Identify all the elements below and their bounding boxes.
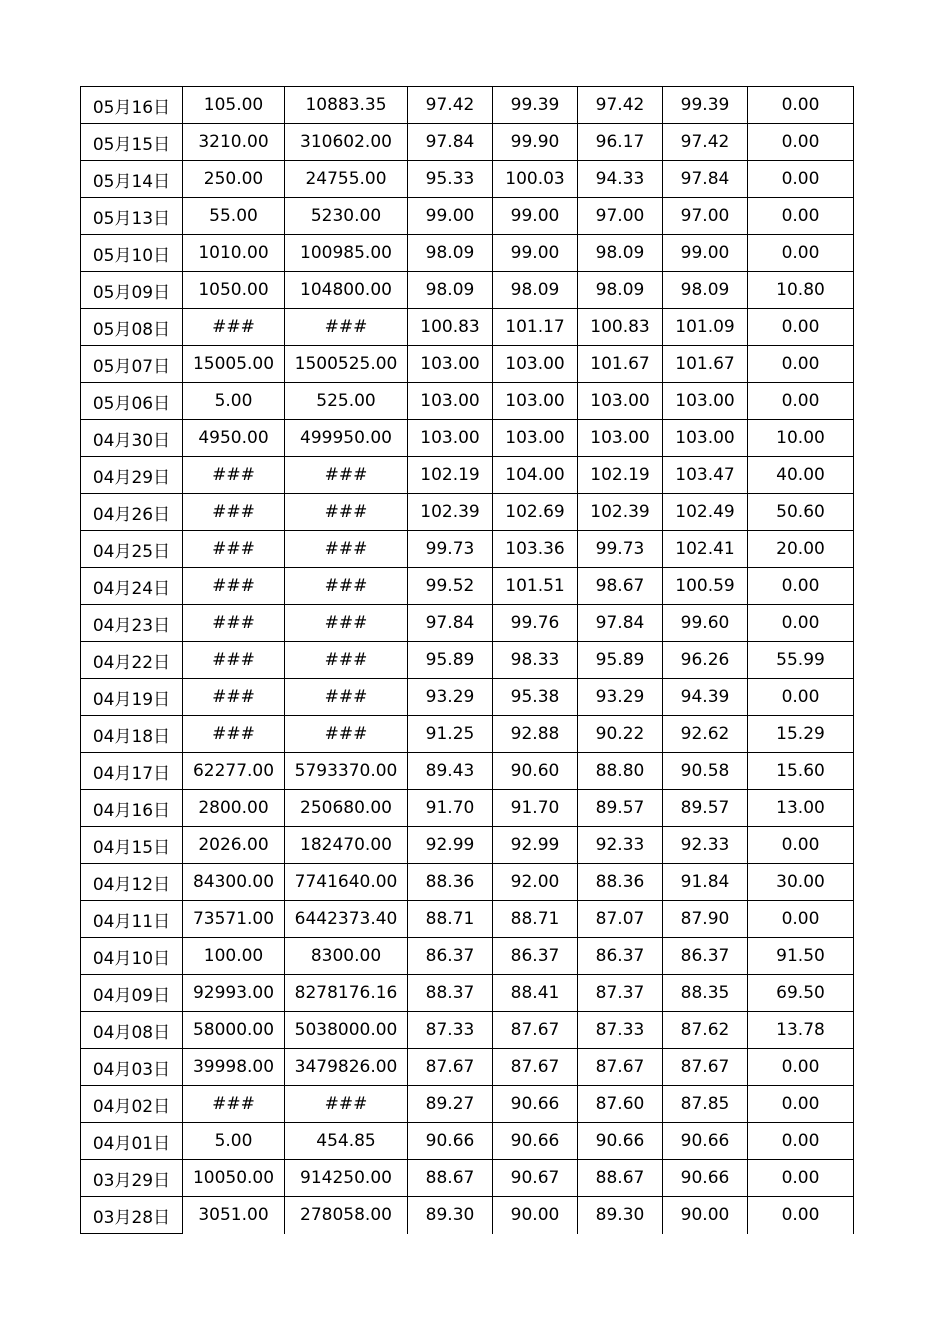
date-cell: 04月24日 xyxy=(81,568,183,605)
amount-cell: 182470.00 xyxy=(285,827,408,864)
date-cell: 04月22日 xyxy=(81,642,183,679)
close-cell: 103.00 xyxy=(663,420,748,457)
open-cell: 99.52 xyxy=(408,568,493,605)
low-cell: 88.36 xyxy=(578,864,663,901)
change-cell: 0.00 xyxy=(748,87,854,124)
volume-cell: ### xyxy=(183,309,285,346)
close-cell: 103.47 xyxy=(663,457,748,494)
table-row xyxy=(81,901,854,938)
volume-cell: ### xyxy=(183,642,285,679)
change-cell: 0.00 xyxy=(748,383,854,420)
volume-cell: 2026.00 xyxy=(183,827,285,864)
amount-cell: 5038000.00 xyxy=(285,1012,408,1049)
close-cell: 101.67 xyxy=(663,346,748,383)
amount-cell: ### xyxy=(285,679,408,716)
low-cell: 102.39 xyxy=(578,494,663,531)
high-cell: 92.00 xyxy=(493,864,578,901)
open-cell: 86.37 xyxy=(408,938,493,975)
table-row xyxy=(81,568,854,605)
date-cell: 04月29日 xyxy=(81,457,183,494)
volume-cell: 3210.00 xyxy=(183,124,285,161)
change-cell: 30.00 xyxy=(748,864,854,901)
change-cell: 20.00 xyxy=(748,531,854,568)
date-cell: 04月03日 xyxy=(81,1049,183,1086)
high-cell: 104.00 xyxy=(493,457,578,494)
low-cell: 97.84 xyxy=(578,605,663,642)
open-cell: 92.99 xyxy=(408,827,493,864)
close-cell: 92.62 xyxy=(663,716,748,753)
volume-cell: ### xyxy=(183,494,285,531)
amount-cell: 499950.00 xyxy=(285,420,408,457)
amount-cell: ### xyxy=(285,494,408,531)
low-cell: 92.33 xyxy=(578,827,663,864)
date-cell: 04月11日 xyxy=(81,901,183,938)
open-cell: 91.25 xyxy=(408,716,493,753)
close-cell: 87.90 xyxy=(663,901,748,938)
close-cell: 87.67 xyxy=(663,1049,748,1086)
table-row xyxy=(81,679,854,716)
change-cell: 15.60 xyxy=(748,753,854,790)
close-cell: 97.00 xyxy=(663,198,748,235)
date-cell: 04月08日 xyxy=(81,1012,183,1049)
low-cell: 88.67 xyxy=(578,1160,663,1197)
table-row xyxy=(81,346,854,383)
table-row xyxy=(81,494,854,531)
amount-cell: 24755.00 xyxy=(285,161,408,198)
close-cell: 99.39 xyxy=(663,87,748,124)
volume-cell: 92993.00 xyxy=(183,975,285,1012)
close-cell: 86.37 xyxy=(663,938,748,975)
table-row xyxy=(81,1197,854,1234)
low-cell: 90.66 xyxy=(578,1123,663,1160)
table-row xyxy=(81,753,854,790)
open-cell: 95.33 xyxy=(408,161,493,198)
high-cell: 90.66 xyxy=(493,1123,578,1160)
low-cell: 87.67 xyxy=(578,1049,663,1086)
volume-cell: 4950.00 xyxy=(183,420,285,457)
high-cell: 90.67 xyxy=(493,1160,578,1197)
close-cell: 89.57 xyxy=(663,790,748,827)
low-cell: 94.33 xyxy=(578,161,663,198)
date-cell: 04月17日 xyxy=(81,753,183,790)
close-cell: 99.00 xyxy=(663,235,748,272)
open-cell: 103.00 xyxy=(408,383,493,420)
close-cell: 92.33 xyxy=(663,827,748,864)
amount-cell: 3479826.00 xyxy=(285,1049,408,1086)
open-cell: 97.84 xyxy=(408,605,493,642)
open-cell: 87.67 xyxy=(408,1049,493,1086)
amount-cell: ### xyxy=(285,1086,408,1123)
amount-cell: ### xyxy=(285,568,408,605)
low-cell: 87.60 xyxy=(578,1086,663,1123)
high-cell: 91.70 xyxy=(493,790,578,827)
amount-cell: 250680.00 xyxy=(285,790,408,827)
close-cell: 97.84 xyxy=(663,161,748,198)
high-cell: 90.60 xyxy=(493,753,578,790)
date-cell: 04月23日 xyxy=(81,605,183,642)
table-row xyxy=(81,1123,854,1160)
amount-cell: 454.85 xyxy=(285,1123,408,1160)
change-cell: 0.00 xyxy=(748,198,854,235)
table-row xyxy=(81,235,854,272)
high-cell: 92.99 xyxy=(493,827,578,864)
high-cell: 88.71 xyxy=(493,901,578,938)
low-cell: 103.00 xyxy=(578,383,663,420)
change-cell: 13.78 xyxy=(748,1012,854,1049)
high-cell: 99.76 xyxy=(493,605,578,642)
change-cell: 0.00 xyxy=(748,1123,854,1160)
close-cell: 90.66 xyxy=(663,1123,748,1160)
amount-cell: 5230.00 xyxy=(285,198,408,235)
open-cell: 98.09 xyxy=(408,235,493,272)
low-cell: 100.83 xyxy=(578,309,663,346)
change-cell: 0.00 xyxy=(748,346,854,383)
close-cell: 98.09 xyxy=(663,272,748,309)
low-cell: 97.42 xyxy=(578,87,663,124)
high-cell: 98.33 xyxy=(493,642,578,679)
date-cell: 05月13日 xyxy=(81,198,183,235)
volume-cell: 1050.00 xyxy=(183,272,285,309)
table-row xyxy=(81,272,854,309)
low-cell: 98.09 xyxy=(578,235,663,272)
change-cell: 0.00 xyxy=(748,1086,854,1123)
volume-cell: 84300.00 xyxy=(183,864,285,901)
low-cell: 98.67 xyxy=(578,568,663,605)
volume-cell: ### xyxy=(183,531,285,568)
amount-cell: ### xyxy=(285,716,408,753)
table-row xyxy=(81,198,854,235)
open-cell: 89.30 xyxy=(408,1197,493,1234)
amount-cell: 5793370.00 xyxy=(285,753,408,790)
table-row xyxy=(81,790,854,827)
open-cell: 97.42 xyxy=(408,87,493,124)
table-row xyxy=(81,161,854,198)
low-cell: 98.09 xyxy=(578,272,663,309)
open-cell: 93.29 xyxy=(408,679,493,716)
date-cell: 05月08日 xyxy=(81,309,183,346)
date-cell: 04月02日 xyxy=(81,1086,183,1123)
amount-cell: 10883.35 xyxy=(285,87,408,124)
high-cell: 100.03 xyxy=(493,161,578,198)
high-cell: 99.39 xyxy=(493,87,578,124)
high-cell: 98.09 xyxy=(493,272,578,309)
volume-cell: 105.00 xyxy=(183,87,285,124)
table-row xyxy=(81,531,854,568)
volume-cell: 1010.00 xyxy=(183,235,285,272)
table-row xyxy=(81,457,854,494)
change-cell: 0.00 xyxy=(748,605,854,642)
close-cell: 87.62 xyxy=(663,1012,748,1049)
open-cell: 89.43 xyxy=(408,753,493,790)
amount-cell: 525.00 xyxy=(285,383,408,420)
low-cell: 89.57 xyxy=(578,790,663,827)
close-cell: 102.41 xyxy=(663,531,748,568)
open-cell: 88.36 xyxy=(408,864,493,901)
volume-cell: 62277.00 xyxy=(183,753,285,790)
low-cell: 87.33 xyxy=(578,1012,663,1049)
open-cell: 103.00 xyxy=(408,420,493,457)
close-cell: 88.35 xyxy=(663,975,748,1012)
amount-cell: ### xyxy=(285,642,408,679)
date-cell: 04月26日 xyxy=(81,494,183,531)
date-cell: 05月07日 xyxy=(81,346,183,383)
volume-cell: 55.00 xyxy=(183,198,285,235)
open-cell: 87.33 xyxy=(408,1012,493,1049)
table-row xyxy=(81,87,854,124)
amount-cell: ### xyxy=(285,531,408,568)
volume-cell: 100.00 xyxy=(183,938,285,975)
amount-cell: 914250.00 xyxy=(285,1160,408,1197)
open-cell: 89.27 xyxy=(408,1086,493,1123)
open-cell: 91.70 xyxy=(408,790,493,827)
amount-cell: 310602.00 xyxy=(285,124,408,161)
volume-cell: ### xyxy=(183,716,285,753)
volume-cell: ### xyxy=(183,1086,285,1123)
change-cell: 15.29 xyxy=(748,716,854,753)
change-cell: 0.00 xyxy=(748,124,854,161)
volume-cell: ### xyxy=(183,679,285,716)
table-row xyxy=(81,975,854,1012)
high-cell: 92.88 xyxy=(493,716,578,753)
change-cell: 0.00 xyxy=(748,1197,854,1234)
high-cell: 86.37 xyxy=(493,938,578,975)
change-cell: 91.50 xyxy=(748,938,854,975)
date-cell: 04月10日 xyxy=(81,938,183,975)
volume-cell: 10050.00 xyxy=(183,1160,285,1197)
date-cell: 03月28日 xyxy=(81,1197,183,1234)
change-cell: 0.00 xyxy=(748,161,854,198)
open-cell: 100.83 xyxy=(408,309,493,346)
open-cell: 99.73 xyxy=(408,531,493,568)
volume-cell: 15005.00 xyxy=(183,346,285,383)
high-cell: 88.41 xyxy=(493,975,578,1012)
date-cell: 04月25日 xyxy=(81,531,183,568)
change-cell: 13.00 xyxy=(748,790,854,827)
low-cell: 103.00 xyxy=(578,420,663,457)
table-row xyxy=(81,1086,854,1123)
date-cell: 04月01日 xyxy=(81,1123,183,1160)
close-cell: 101.09 xyxy=(663,309,748,346)
change-cell: 0.00 xyxy=(748,568,854,605)
table-row xyxy=(81,309,854,346)
open-cell: 99.00 xyxy=(408,198,493,235)
change-cell: 40.00 xyxy=(748,457,854,494)
high-cell: 87.67 xyxy=(493,1012,578,1049)
table-row xyxy=(81,642,854,679)
date-cell: 05月14日 xyxy=(81,161,183,198)
change-cell: 0.00 xyxy=(748,901,854,938)
close-cell: 90.66 xyxy=(663,1160,748,1197)
open-cell: 90.66 xyxy=(408,1123,493,1160)
change-cell: 0.00 xyxy=(748,827,854,864)
volume-cell: 39998.00 xyxy=(183,1049,285,1086)
volume-cell: 5.00 xyxy=(183,1123,285,1160)
change-cell: 69.50 xyxy=(748,975,854,1012)
low-cell: 96.17 xyxy=(578,124,663,161)
high-cell: 99.00 xyxy=(493,198,578,235)
table-row xyxy=(81,124,854,161)
date-cell: 03月29日 xyxy=(81,1160,183,1197)
open-cell: 88.71 xyxy=(408,901,493,938)
amount-cell: ### xyxy=(285,309,408,346)
date-cell: 05月10日 xyxy=(81,235,183,272)
table-row xyxy=(81,605,854,642)
date-cell: 05月06日 xyxy=(81,383,183,420)
close-cell: 100.59 xyxy=(663,568,748,605)
low-cell: 93.29 xyxy=(578,679,663,716)
high-cell: 87.67 xyxy=(493,1049,578,1086)
amount-cell: 1500525.00 xyxy=(285,346,408,383)
close-cell: 87.85 xyxy=(663,1086,748,1123)
close-cell: 96.26 xyxy=(663,642,748,679)
high-cell: 101.51 xyxy=(493,568,578,605)
high-cell: 90.00 xyxy=(493,1197,578,1234)
close-cell: 90.00 xyxy=(663,1197,748,1234)
low-cell: 87.37 xyxy=(578,975,663,1012)
low-cell: 97.00 xyxy=(578,198,663,235)
high-cell: 103.00 xyxy=(493,383,578,420)
amount-cell: 7741640.00 xyxy=(285,864,408,901)
table-body xyxy=(81,87,854,1234)
amount-cell: 8300.00 xyxy=(285,938,408,975)
open-cell: 102.19 xyxy=(408,457,493,494)
date-cell: 04月30日 xyxy=(81,420,183,457)
close-cell: 90.58 xyxy=(663,753,748,790)
table-row xyxy=(81,827,854,864)
volume-cell: 250.00 xyxy=(183,161,285,198)
volume-cell: 73571.00 xyxy=(183,901,285,938)
volume-cell: 3051.00 xyxy=(183,1197,285,1234)
change-cell: 10.00 xyxy=(748,420,854,457)
close-cell: 99.60 xyxy=(663,605,748,642)
low-cell: 95.89 xyxy=(578,642,663,679)
amount-cell: 278058.00 xyxy=(285,1197,408,1234)
close-cell: 97.42 xyxy=(663,124,748,161)
change-cell: 0.00 xyxy=(748,309,854,346)
change-cell: 0.00 xyxy=(748,1049,854,1086)
volume-cell: 2800.00 xyxy=(183,790,285,827)
table-row xyxy=(81,1012,854,1049)
date-cell: 04月18日 xyxy=(81,716,183,753)
low-cell: 99.73 xyxy=(578,531,663,568)
close-cell: 103.00 xyxy=(663,383,748,420)
low-cell: 89.30 xyxy=(578,1197,663,1234)
change-cell: 0.00 xyxy=(748,235,854,272)
date-cell: 04月09日 xyxy=(81,975,183,1012)
low-cell: 86.37 xyxy=(578,938,663,975)
high-cell: 101.17 xyxy=(493,309,578,346)
data-table xyxy=(80,86,854,1234)
date-cell: 05月15日 xyxy=(81,124,183,161)
volume-cell: ### xyxy=(183,457,285,494)
change-cell: 0.00 xyxy=(748,679,854,716)
open-cell: 88.67 xyxy=(408,1160,493,1197)
amount-cell: 6442373.40 xyxy=(285,901,408,938)
high-cell: 95.38 xyxy=(493,679,578,716)
date-cell: 04月15日 xyxy=(81,827,183,864)
change-cell: 50.60 xyxy=(748,494,854,531)
table-row xyxy=(81,420,854,457)
volume-cell: ### xyxy=(183,605,285,642)
table-row xyxy=(81,383,854,420)
volume-cell: 58000.00 xyxy=(183,1012,285,1049)
date-cell: 04月16日 xyxy=(81,790,183,827)
open-cell: 98.09 xyxy=(408,272,493,309)
date-cell: 05月16日 xyxy=(81,87,183,124)
date-cell: 04月19日 xyxy=(81,679,183,716)
volume-cell: 5.00 xyxy=(183,383,285,420)
high-cell: 102.69 xyxy=(493,494,578,531)
open-cell: 102.39 xyxy=(408,494,493,531)
date-cell: 04月12日 xyxy=(81,864,183,901)
high-cell: 103.00 xyxy=(493,346,578,383)
low-cell: 87.07 xyxy=(578,901,663,938)
date-cell: 05月09日 xyxy=(81,272,183,309)
amount-cell: 8278176.16 xyxy=(285,975,408,1012)
low-cell: 88.80 xyxy=(578,753,663,790)
close-cell: 102.49 xyxy=(663,494,748,531)
table-row xyxy=(81,716,854,753)
table-row xyxy=(81,1049,854,1086)
amount-cell: 100985.00 xyxy=(285,235,408,272)
open-cell: 88.37 xyxy=(408,975,493,1012)
change-cell: 55.99 xyxy=(748,642,854,679)
open-cell: 103.00 xyxy=(408,346,493,383)
open-cell: 97.84 xyxy=(408,124,493,161)
low-cell: 101.67 xyxy=(578,346,663,383)
table-row xyxy=(81,1160,854,1197)
amount-cell: ### xyxy=(285,605,408,642)
amount-cell: ### xyxy=(285,457,408,494)
high-cell: 99.90 xyxy=(493,124,578,161)
high-cell: 103.00 xyxy=(493,420,578,457)
table-row xyxy=(81,938,854,975)
low-cell: 102.19 xyxy=(578,457,663,494)
high-cell: 90.66 xyxy=(493,1086,578,1123)
volume-cell: ### xyxy=(183,568,285,605)
high-cell: 103.36 xyxy=(493,531,578,568)
close-cell: 94.39 xyxy=(663,679,748,716)
change-cell: 10.80 xyxy=(748,272,854,309)
amount-cell: 104800.00 xyxy=(285,272,408,309)
close-cell: 91.84 xyxy=(663,864,748,901)
high-cell: 99.00 xyxy=(493,235,578,272)
change-cell: 0.00 xyxy=(748,1160,854,1197)
open-cell: 95.89 xyxy=(408,642,493,679)
table-row xyxy=(81,864,854,901)
low-cell: 90.22 xyxy=(578,716,663,753)
